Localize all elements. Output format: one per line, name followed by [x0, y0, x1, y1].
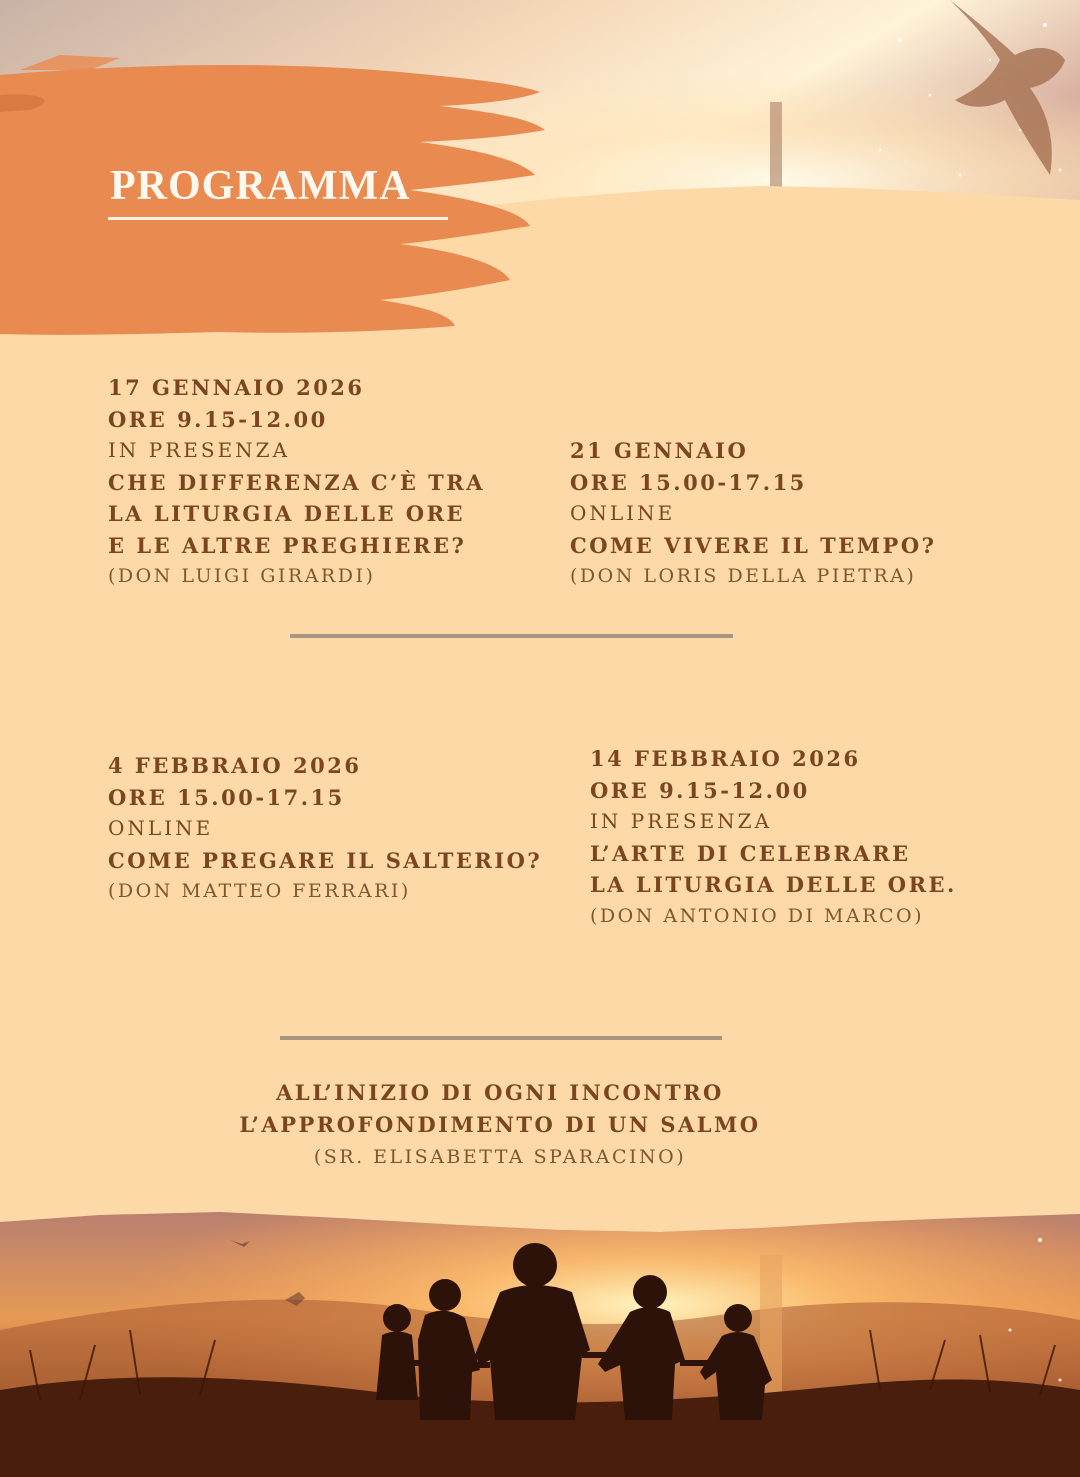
event-card-2 — [570, 435, 936, 593]
event-date: 17 GENNAIO 2026 — [108, 375, 365, 400]
psalm-note-speaker: (SR. ELISABETTA SPARACINO) — [313, 1146, 687, 1168]
event-time: ORE 9.15-12.00 — [108, 406, 328, 432]
title-underline — [108, 217, 448, 220]
event-topic-line: LA LITURGIA DELLE ORE — [108, 501, 466, 526]
event-time: ORE 15.00-17.15 — [570, 469, 807, 495]
event-date: 21 GENNAIO — [570, 438, 749, 463]
section-divider — [290, 634, 733, 638]
event-topic-line: L’ARTE DI CELEBRARE — [590, 840, 911, 866]
event-topic-line: COME PREGARE IL SALTERIO? — [108, 847, 543, 873]
psalm-note — [0, 1077, 1000, 1173]
event-speaker: (DON MATTEO FERRARI) — [108, 880, 411, 902]
event-card-3 — [108, 750, 542, 908]
page-title: PROGRAMMA — [110, 163, 411, 209]
event-topic-line: E LE ALTRE PREGHIERE? — [108, 532, 467, 558]
event-time: ORE 9.15-12.00 — [590, 777, 810, 803]
event-mode: IN PRESENZA — [590, 809, 773, 833]
event-topic-line: COME VIVERE IL TEMPO? — [570, 532, 937, 558]
event-topic-line: CHE DIFFERENZA C’È TRA — [108, 469, 486, 495]
event-mode: ONLINE — [570, 501, 676, 525]
event-card-4 — [590, 743, 957, 932]
event-date: 4 FEBBRAIO 2026 — [108, 753, 362, 778]
event-time: ORE 15.00-17.15 — [108, 784, 345, 810]
event-speaker: (DON LUIGI GIRARDI) — [108, 565, 376, 587]
event-mode: ONLINE — [108, 816, 214, 840]
event-card-1 — [108, 372, 485, 593]
psalm-note-line: ALL’INIZIO DI OGNI INCONTRO — [276, 1080, 724, 1105]
section-divider — [280, 1036, 722, 1040]
event-speaker: (DON LORIS DELLA PIETRA) — [570, 565, 917, 587]
event-topic-line: LA LITURGIA DELLE ORE. — [590, 872, 957, 897]
psalm-note-line: L’APPROFONDIMENTO DI UN SALMO — [239, 1112, 761, 1137]
event-date: 14 FEBBRAIO 2026 — [590, 746, 861, 771]
event-mode: IN PRESENZA — [108, 438, 291, 462]
event-speaker: (DON ANTONIO DI MARCO) — [590, 904, 925, 927]
